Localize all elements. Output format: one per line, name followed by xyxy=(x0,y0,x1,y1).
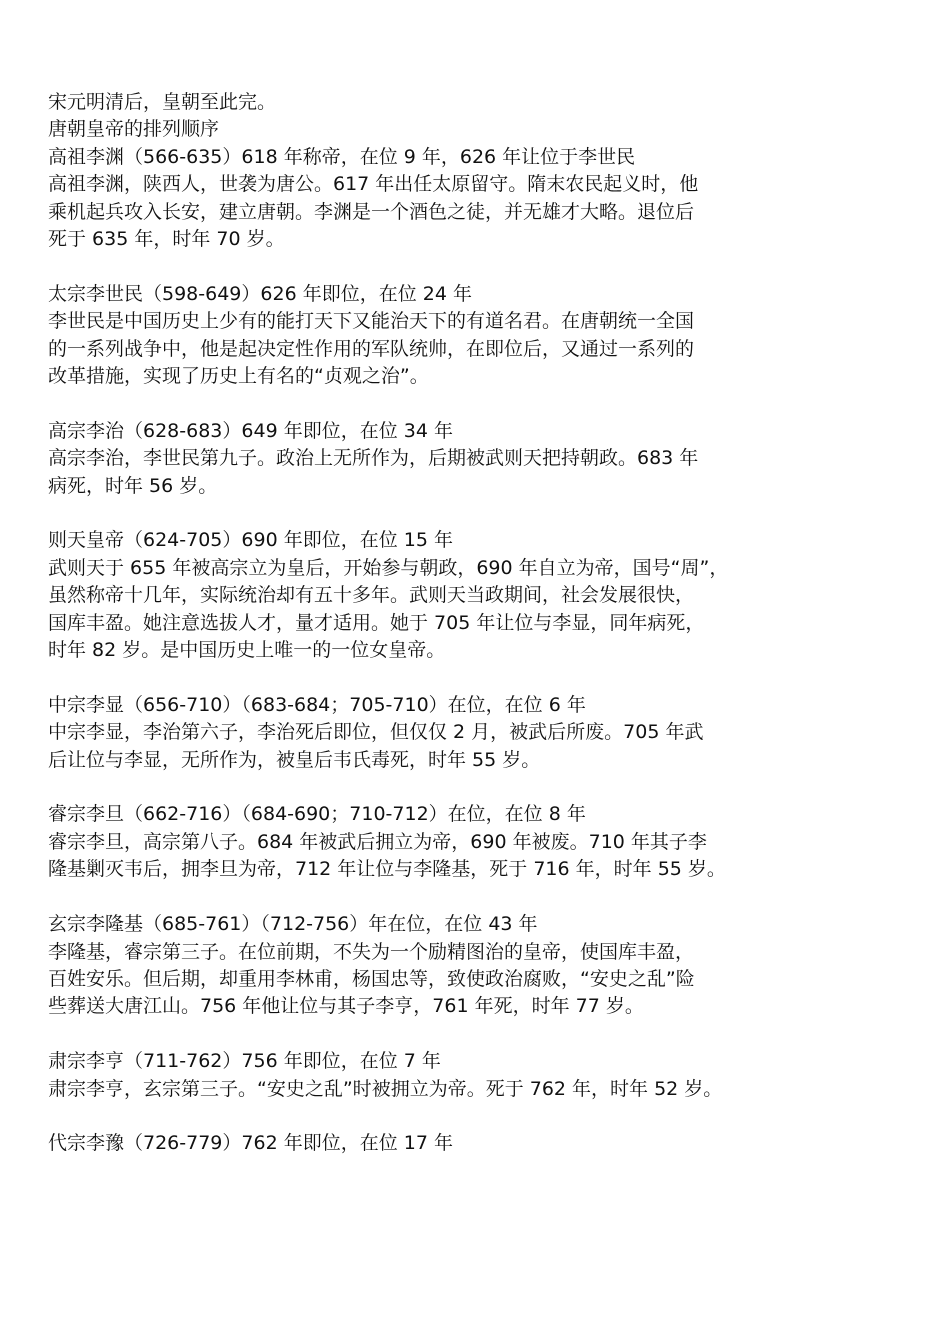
paragraph-gap xyxy=(48,500,788,527)
paragraph-gap xyxy=(48,884,788,911)
text-line: 乘机起兵攻入长安，建立唐朝。李渊是一个酒色之徒，并无雄才大略。退位后 xyxy=(48,200,695,223)
emperor-heading: 肃宗李亨（711-762）756 年即位，在位 7 年 xyxy=(48,1050,441,1073)
text-line: 肃宗李亨，玄宗第三子。“安史之乱”时被拥立为帝。死于 762 年，时年 52 岁。 xyxy=(48,1077,723,1100)
text-line: 百姓安乐。但后期，却重用李林甫，杨国忠等，致使政治腐败，“安史之乱”险 xyxy=(48,967,695,990)
text-line: 睿宗李旦，高宗第八子。684 年被武后拥立为帝，690 年被废。710 年其子李 xyxy=(48,830,707,853)
text-line: 武则天于 655 年被高宗立为皇后，开始参与朝政，690 年自立为帝，国号“周”， xyxy=(48,556,729,579)
document-body xyxy=(48,89,788,1158)
text-line: 的一系列战争中，他是起决定性作用的军队统帅，在即位后，又通过一系列的 xyxy=(48,337,695,360)
text-line: 改革措施，实现了历史上有名的“贞观之治”。 xyxy=(48,365,429,388)
text-line: 些葬送大唐江山。756 年他让位与其子李亨，761 年死，时年 77 岁。 xyxy=(48,995,644,1018)
paragraph-gap xyxy=(48,774,788,801)
text-line: 虽然称帝十几年，实际统治却有五十多年。武则天当政期间，社会发展很快， xyxy=(48,584,695,607)
paragraph-gap xyxy=(48,1021,788,1048)
text-line: 李隆基，睿宗第三子。在位前期，不失为一个励精图治的皇帝，使国库丰盈， xyxy=(48,940,695,963)
text-line: 国库丰盈。她注意选拔人才，量才适用。她于 705 年让位与李显，同年病死， xyxy=(48,611,705,634)
paragraph-gap xyxy=(48,664,788,691)
text-line: 隆基剿灭韦后，拥李旦为帝，712 年让位与李隆基，死于 716 年，时年 55 岁。 xyxy=(48,858,726,881)
section-heading: 唐朝皇帝的排列顺序 xyxy=(48,118,220,141)
text-line: 宋元明清后，皇朝至此完。 xyxy=(48,91,277,113)
text-line: 高宗李治，李世民第九子。政治上无所作为，后期被武则天把持朝政。683 年 xyxy=(48,447,699,470)
emperor-heading: 太宗李世民（598-649）626 年即位，在位 24 年 xyxy=(48,282,472,305)
emperor-heading: 玄宗李隆基（685-761）（712-756）年在位，在位 43 年 xyxy=(48,913,538,936)
emperor-heading: 睿宗李旦（662-716）（684-690；710-712）在位，在位 8 年 xyxy=(48,803,586,826)
emperor-heading: 则天皇帝（624-705）690 年即位，在位 15 年 xyxy=(48,529,453,552)
text-line: 高祖李渊，陕西人，世袭为唐公。617 年出任太原留守。隋末农民起义时，他 xyxy=(48,173,699,196)
text-line: 后让位与李显，无所作为，被皇后韦氏毒死，时年 55 岁。 xyxy=(48,748,541,771)
text-line: 时年 82 岁。是中国历史上唯一的一位女皇帝。 xyxy=(48,639,446,662)
paragraph-gap xyxy=(48,390,788,417)
text-line: 李世民是中国历史上少有的能打天下又能治天下的有道名君。在唐朝统一全国 xyxy=(48,310,695,333)
emperor-heading: 中宗李显（656-710）（683-684；705-710）在位，在位 6 年 xyxy=(48,693,586,716)
paragraph-gap xyxy=(48,1103,788,1130)
paragraph-gap xyxy=(48,253,788,280)
text-line: 病死，时年 56 岁。 xyxy=(48,474,218,497)
emperor-heading: 高祖李渊（566-635）618 年称帝，在位 9 年，626 年让位于李世民 xyxy=(48,145,636,168)
emperor-heading: 高宗李治（628-683）649 年即位，在位 34 年 xyxy=(48,419,453,442)
text-line: 中宗李显，李治第六子，李治死后即位，但仅仅 2 月，被武后所废。705 年武 xyxy=(48,721,704,744)
emperor-heading: 代宗李豫（726-779）762 年即位，在位 17 年 xyxy=(48,1132,453,1155)
text-line: 死于 635 年，时年 70 岁。 xyxy=(48,228,285,251)
